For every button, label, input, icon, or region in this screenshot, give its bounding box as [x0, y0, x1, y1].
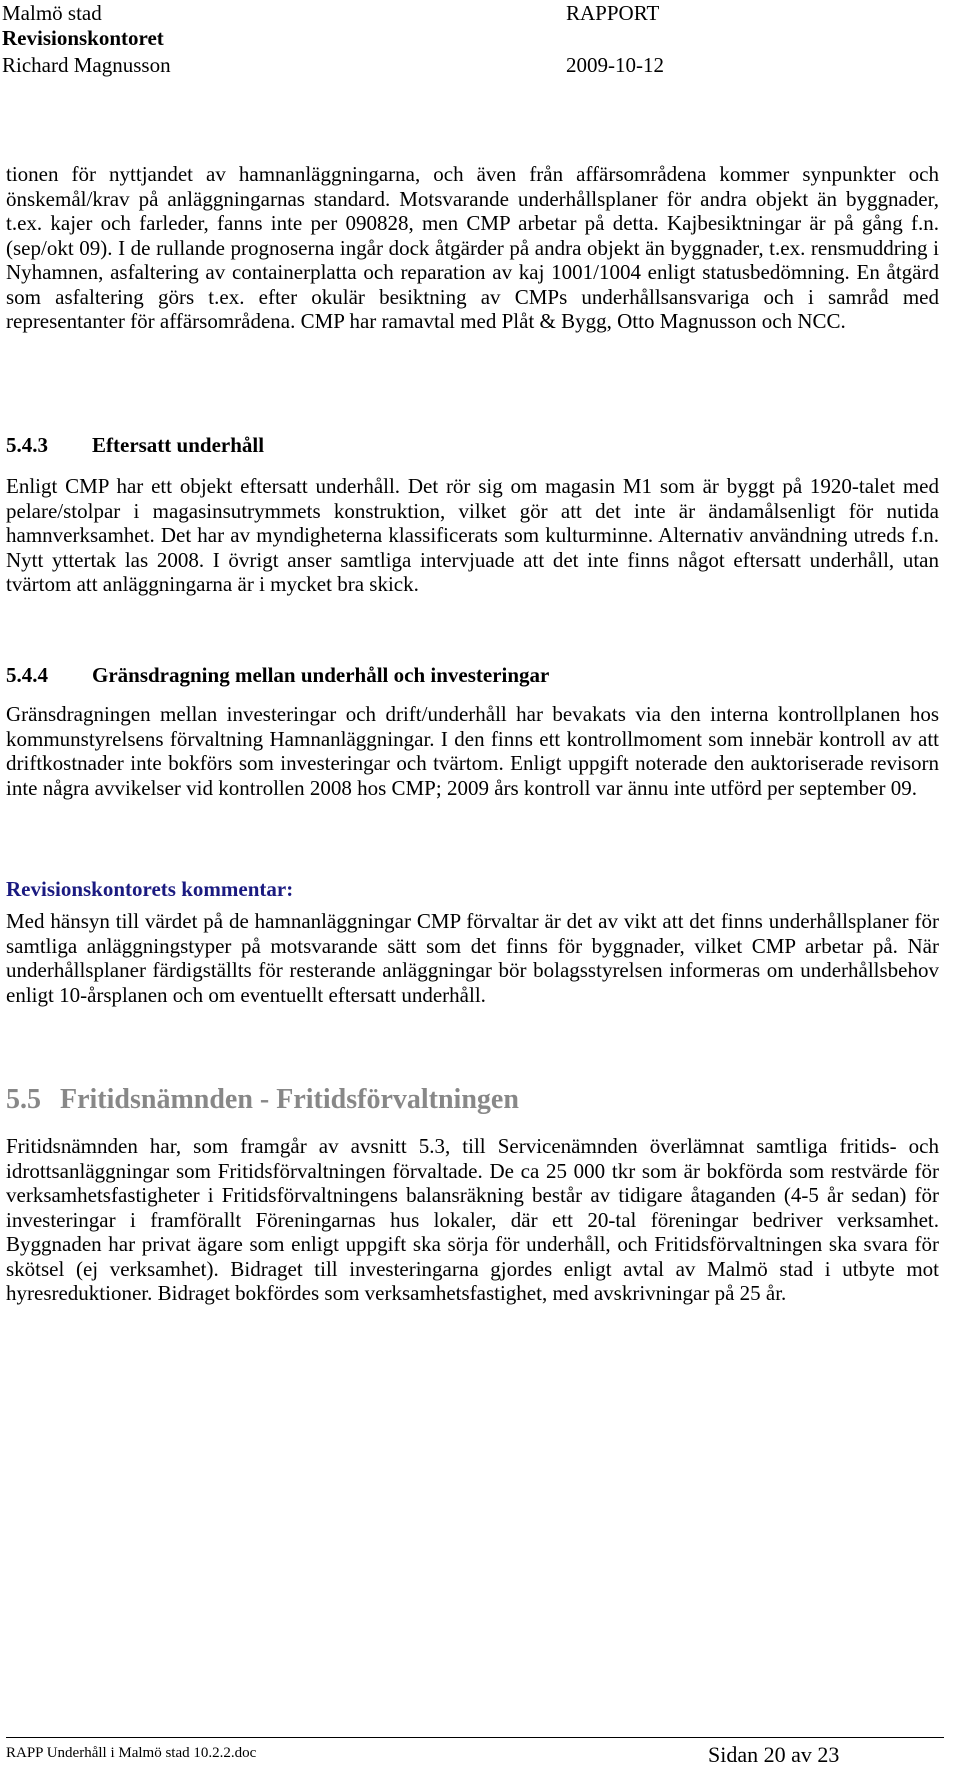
footer-divider: [6, 1737, 944, 1738]
paragraph-comment: Med hänsyn till värdet på de hamnanläggningar CMP förvaltar är det av vikt att det finns underhållsplaner för samtliga anläggningstyper på motsvarande sätt som det finns för byggnader, vilket CMP arbetar på. När underhållsplaner färdigställts för resterande anläggningar bör bolagsstyrelsen informeras om underhållsbehov enligt 10-årsplanen och om eventuellt eftersatt underhåll.: [6, 909, 939, 1007]
header-department: Revisionskontoret: [2, 26, 164, 50]
paragraph-deferred-maintenance: Enligt CMP har ett objekt eftersatt underhåll. Det rör sig om magasin M1 som är byggt på 1920-talet med pelare/stolpar i magasinsutrymmets konstruktion, vilket gör att det inte är ändamålsenligt för nutida hamnverksamhet. Det har av myndigheterna klassificerats som kulturminne. Alternativ användning utreds f.n. Nytt yttertak las 2008. I övrigt anser samtliga intervjuade att det inte finns något eftersatt underhåll, utan tvärtom att anläggningarna är i mycket bra skick.: [6, 474, 939, 596]
footer-filename: RAPP Underhåll i Malmö stad 10.2.2.doc: [6, 1745, 257, 1761]
paragraph-maintenance-plans: tionen för nyttjandet av hamnanläggningarna, och även från affärsområdena kommer synpunkter och önskemål/krav på anläggningarnas standard. Motsvarande underhållsplaner för andra objekt än byggnader, t.ex. kajer och farleder, fanns inte per 090828, men CMP arbetar på detta. Kajbesiktningar är på gång f.n. (sep/okt 09). I de rullande prognoserna ingår dock åtgärder på andra objekt än byggnader, t.ex. rensmuddring i Nyhamnen, asfaltering av containerplatta och reparation av kaj 1001/1004 enligt statusbedömning. En åtgärd som asfaltering görs t.ex. efter okulär besiktning av CMPs underhållsansvariga och i samråd med representanter för affärsområdena. CMP har ramavtal med Plåt & Bygg, Otto Magnusson och NCC.: [6, 162, 939, 333]
heading-title: Gränsdragning mellan underhåll och investeringar: [92, 663, 550, 687]
footer-page-number: Sidan 20 av 23: [708, 1742, 840, 1767]
heading-5-4-3: [6, 432, 264, 458]
header-author: Richard Magnusson: [2, 53, 171, 77]
comment-heading: Revisionskontorets kommentar:: [6, 877, 294, 901]
header-doc-type: RAPPORT: [566, 1, 660, 25]
heading-5-5: [6, 1083, 519, 1117]
heading-number: 5.5: [6, 1084, 41, 1115]
paragraph-boundary: Gränsdragningen mellan investeringar och drift/underhåll har bevakats via den interna kontrollplanen hos kommunstyrelsens förvaltning Hamnanläggningar. I den finns ett kontrollmoment som innebär kontroll av att driftkostnader inte bokförs som investeringar och tvärtom. Enligt uppgift noterade den auktoriserade revisorn inte några avvikelser vid kontrollen 2008 hos CMP; 2009 års kontroll var ännu inte utförd per september 09.: [6, 702, 939, 800]
heading-5-4-4: [6, 662, 549, 688]
header-date: 2009-10-12: [566, 53, 664, 77]
heading-title: Fritidsnämnden - Fritidsförvaltningen: [60, 1084, 519, 1115]
header-org: Malmö stad: [2, 1, 102, 25]
heading-number: 5.4.4: [6, 663, 48, 687]
heading-number: 5.4.3: [6, 433, 48, 457]
paragraph-leisure: Fritidsnämnden har, som framgår av avsnitt 5.3, till Servicenämnden överlämnat samtliga fritids- och idrottsanläggningar som Fritidsförvaltningen förvaltade. De ca 25 000 tkr som är bokförda som restvärde för verksamhetsfastigheter i Fritidsförvaltningens balansräkning består av tidigare åtaganden (4-5 år sedan) för investeringar i framförallt Föreningarnas hus lokaler, där ett 20-tal föreningar bedriver verksamhet. Byggnaden har privat ägare som enligt uppgift ska sörja för underhåll, och Fritidsförvaltningen ska svara för skötsel (ej verksamhet). Bidraget till investeringarna gjordes enligt avtal av Malmö stad i utbyte mot hyresreduktioner. Bidraget bokfördes som verksamhetsfastighet, med avskrivningar på 25 år.: [6, 1134, 939, 1305]
heading-title: Eftersatt underhåll: [92, 433, 265, 457]
